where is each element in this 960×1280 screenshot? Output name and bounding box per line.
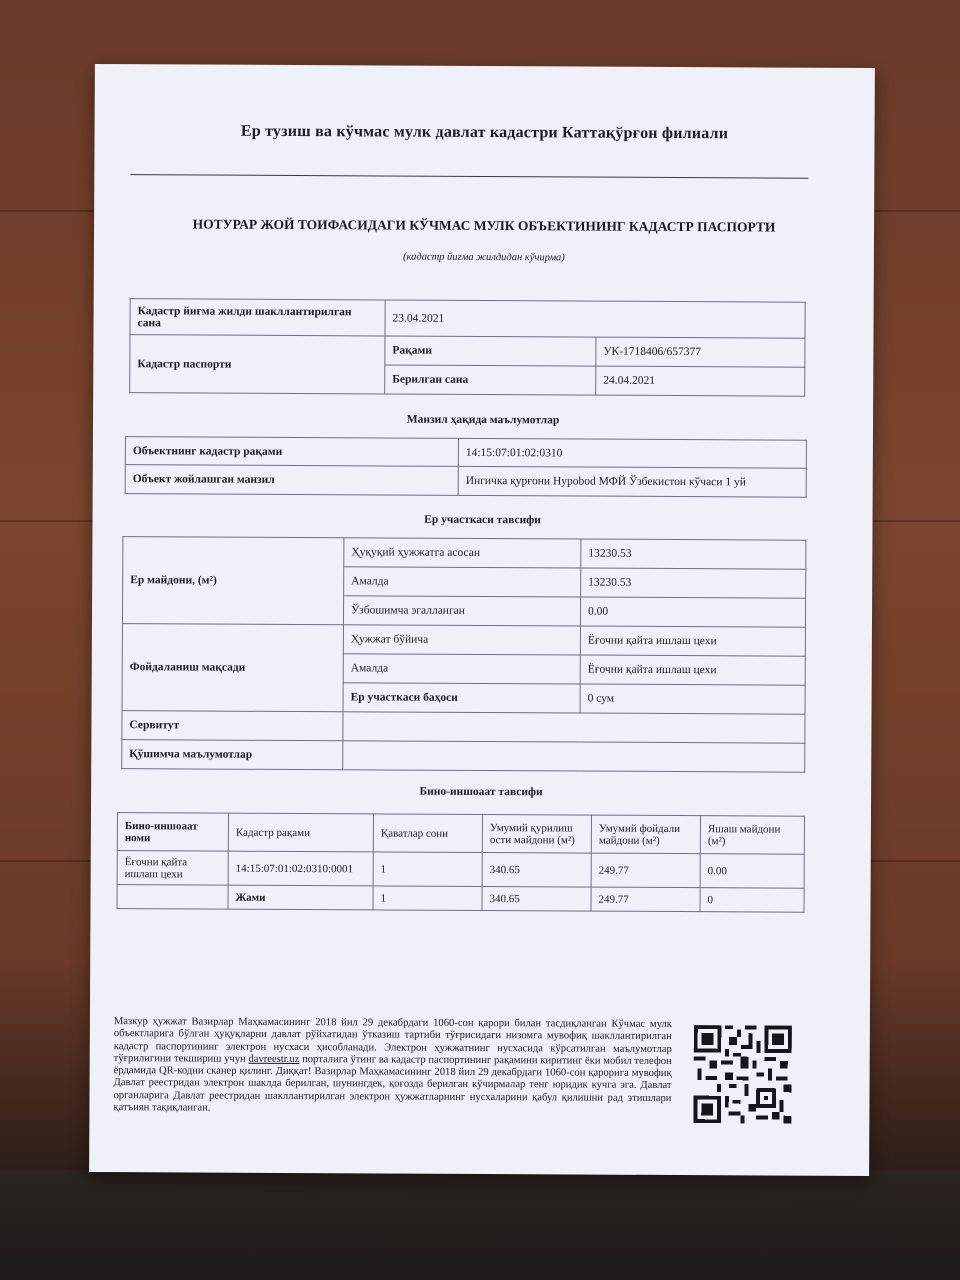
- header-useful-area: Умумий фойдали майдони (м²): [591, 815, 700, 854]
- servitude-label: Сервитут: [122, 711, 343, 741]
- davreestr-link[interactable]: davreestr.uz: [248, 1053, 300, 1065]
- object-address-label: Объект жойлашган манзил: [125, 465, 458, 496]
- header-floors: Қаватлар сони: [373, 814, 482, 853]
- total-label: Жами: [228, 885, 373, 910]
- purpose-doc-value: Ёғочни қайта ишлаш цехи: [580, 626, 805, 656]
- purpose-actual-label: Амалда: [343, 654, 580, 684]
- header-living-area: Яшаш майдони (м²): [700, 816, 804, 855]
- header-cadastre-number: Кадастр рақами: [228, 813, 373, 852]
- land-area-label: Ер майдони, (м²): [122, 537, 343, 625]
- legal-notice: [113, 1016, 672, 1117]
- cadastre-number-label: Объектнинг кадастр рақами: [125, 437, 458, 467]
- legal-notice-part-2: порталига ўтинг ва кадастр паспортининг рақамини киритинг ёки мобил телефон ёрдамида QR-кодни сканер қилинг. Диққат! Вазирлар Маҳкамасининг 2018 йил 29 декабрдаги 1060-сон қарорига мувофиқ Давлат реестридан электрон шаклда берилган, шунингдек, қоғозда берилган кўчирмалар тенг юридик кучга эга. Давлат органларига Давлат реестридан шакллантирилган электрон ҳужжатларнинг нусхаларини қабул қилишни рад этишлари қатъиян тақиқланган.: [113, 1053, 672, 1114]
- total-built-area: 340.65: [482, 887, 591, 912]
- header-built-area: Умумий қурилиш ости майдони (м²): [482, 815, 591, 854]
- total-empty-cell: [117, 885, 228, 910]
- passport-label: Кадастр паспорти: [130, 335, 385, 394]
- total-living-area: 0: [700, 888, 804, 913]
- building-floors: 1: [373, 852, 482, 887]
- total-floors: 1: [373, 886, 482, 911]
- additional-info-label: Қўшимча маълумотлар: [122, 740, 343, 770]
- document-subtitle: (кадастр йиғма жилдидан кўчирма): [402, 251, 565, 264]
- purpose-actual-value: Ёғочни қайта ишлаш цехи: [580, 655, 805, 685]
- land-price-value: 0 сум: [580, 684, 805, 714]
- legal-notice-part-1: Мазкур ҳужжат Вазирлар Маҳкамасининг 2018 йил 29 декабрдаги 1060-сон қарори билан тасдиқланган Кўчмас мулк объектларига бўлган ҳуқуқларни давлат рўйхатидан ўтказиш тартиби тўғрисидаги низомга мувофиқ шакллантирилган кадастр паспортининг электрон нусхаси ҳисобланади. Электрон ҳужжатнинг нусхасида кўрсатилган маълумотлар тўғрилигини текшириш учун: [113, 1016, 672, 1065]
- building-built-area: 340.65: [482, 853, 591, 888]
- land-section-title: Ер участкаси тавсифи: [424, 513, 541, 527]
- building-name: Ёғочни қайта ишлаш цехи: [117, 851, 228, 886]
- header-divider: [130, 174, 808, 179]
- land-table: [121, 536, 806, 773]
- purpose-doc-label: Ҳужжат бўйича: [343, 625, 580, 655]
- buildings-section-title: Бино-иншоаат тавсифи: [419, 785, 543, 799]
- seized-area-value: 0.00: [580, 597, 805, 627]
- cadastre-number-value: 14:15:07:01:02:0310: [458, 438, 806, 468]
- header-building-name: Бино-иншоаат номи: [117, 813, 228, 852]
- formed-date-label: Кадастр йиғма жилди шакллантирилган сана: [130, 299, 385, 336]
- actual-area-label: Амалда: [344, 567, 581, 597]
- address-table: [125, 436, 807, 498]
- seized-area-label: Ўзбошимча эгалланган: [343, 596, 580, 626]
- building-cadastre: 14:15:07:01:02:0310:0001: [228, 851, 373, 886]
- document-page: [89, 64, 875, 1176]
- purpose-label: Фойдаланиш мақсади: [122, 624, 343, 712]
- building-useful-area: 249.77: [591, 853, 700, 888]
- issued-date-label: Берилган сана: [385, 365, 596, 395]
- qr-code-icon: [693, 1025, 792, 1124]
- object-address-value: Ингичка қурғони Нурobod МФЙ Ўзбекистон кўчаси 1 уй: [458, 466, 806, 497]
- buildings-table: [116, 812, 804, 913]
- servitude-value: [343, 712, 805, 743]
- land-price-label: Ер участкаси баҳоси: [343, 683, 580, 713]
- floor-background: [0, 1170, 960, 1280]
- actual-area-value: 13230.53: [581, 568, 806, 598]
- issued-date-value: 24.04.2021: [596, 366, 805, 396]
- address-section-title: Манзил ҳақида маълумотлар: [406, 413, 560, 427]
- passport-table: [129, 298, 805, 397]
- passport-number-label: Рақами: [385, 336, 596, 366]
- additional-info-value: [343, 741, 805, 772]
- organization-name: Ер тузиш ва кўчмас мулк давлат кадастри Каттақўрғон филиали: [240, 122, 729, 143]
- total-useful-area: 249.77: [591, 887, 700, 912]
- legal-area-value: 13230.53: [581, 539, 806, 569]
- passport-number-value: УК-1718406/657377: [596, 337, 805, 367]
- document-title: НОТУРАР ЖОЙ ТОИФАСИДАГИ КЎЧМАС МУЛК ОБЪЕКТИНИНГ КАДАСТР ПАСПОРТИ: [192, 216, 776, 235]
- legal-area-label: Ҳуқуқий ҳужжатга асосан: [344, 538, 581, 568]
- formed-date-value: 23.04.2021: [385, 300, 805, 338]
- building-living-area: 0.00: [700, 854, 804, 889]
